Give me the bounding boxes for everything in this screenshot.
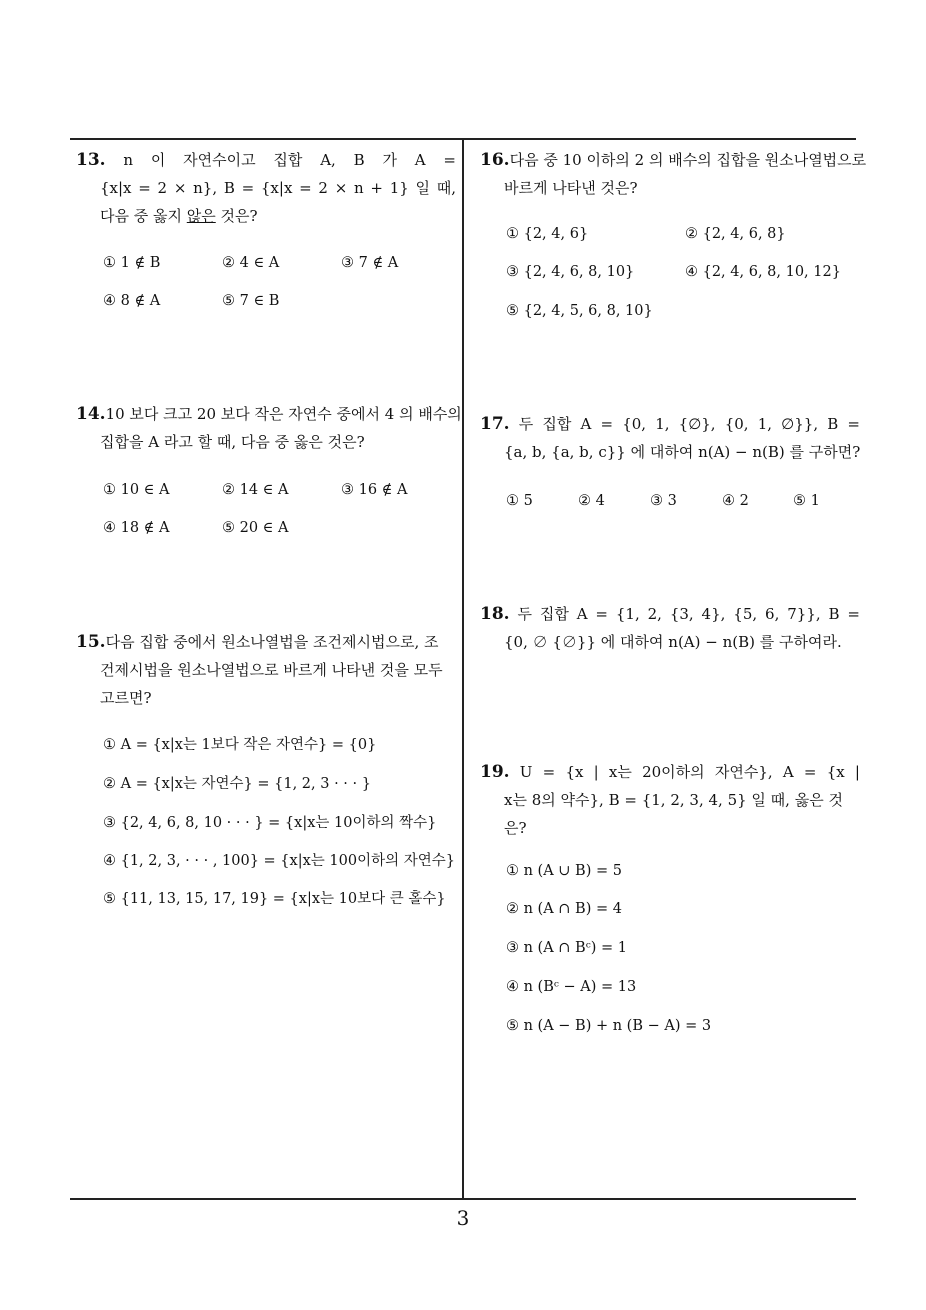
option[interactable]: ④ 18 ∉ A xyxy=(103,520,170,536)
option[interactable]: ① {2, 4, 6} xyxy=(506,226,589,242)
bottom-rule xyxy=(70,1198,856,1200)
question-text: 바르게 나타낸 것은? xyxy=(504,179,638,197)
question-text: n 이 자연수이고 집합 A, B 가 A = xyxy=(123,151,456,169)
question-text: 건제시법을 원소나열법으로 바르게 나타낸 것을 모두 xyxy=(100,661,443,679)
option[interactable]: ⑤ 1 xyxy=(793,493,820,509)
question-13 xyxy=(76,146,456,230)
question-number: 14. xyxy=(76,404,106,424)
option[interactable]: ⑤ {11, 13, 15, 17, 19} = {x|x는 10보다 큰 홀수} xyxy=(103,891,446,907)
option[interactable]: ② A = {x|x는 자연수} = {1, 2, 3 · · · } xyxy=(103,776,371,792)
question-text: 은? xyxy=(504,819,527,837)
question-text: {x|x = 2 × n}, B = {x|x = 2 × n + 1} 일 때, xyxy=(100,179,456,197)
option[interactable]: ① 1 ∉ B xyxy=(103,255,161,271)
option[interactable]: ① A = {x|x는 1보다 작은 자연수} = {0} xyxy=(103,737,377,753)
question-text: 집합을 A 라고 할 때, 다음 중 옳은 것은? xyxy=(100,433,365,451)
question-number: 15. xyxy=(76,632,106,652)
option[interactable]: ④ n (Bᶜ − A) = 13 xyxy=(506,979,637,995)
option[interactable]: ④ 8 ∉ A xyxy=(103,293,161,309)
question-19 xyxy=(480,758,860,842)
option[interactable]: ② 4 ∈ A xyxy=(222,255,280,271)
question-15 xyxy=(76,628,456,712)
question-number: 18. xyxy=(480,604,510,624)
column-divider xyxy=(462,139,464,1199)
option[interactable]: ③ 16 ∉ A xyxy=(341,482,408,498)
question-text: 두 집합 A = {0, 1, {∅}, {0, 1, ∅}}, B = xyxy=(518,415,860,433)
question-text: 10 보다 크고 20 보다 작은 자연수 중에서 4 의 배수의 xyxy=(105,405,462,423)
option[interactable]: ⑤ 20 ∈ A xyxy=(222,520,289,536)
option[interactable]: ③ {2, 4, 6, 8, 10 · · · } = {x|x는 10이하의 짝수} xyxy=(103,815,437,831)
page-number: 3 xyxy=(456,1206,470,1230)
option[interactable]: ⑤ 7 ∈ B xyxy=(222,293,280,309)
option[interactable]: ③ {2, 4, 6, 8, 10} xyxy=(506,264,635,280)
option[interactable]: ④ {2, 4, 6, 8, 10, 12} xyxy=(685,264,841,280)
question-14 xyxy=(76,400,462,456)
question-number: 17. xyxy=(480,414,510,434)
option[interactable]: ⑤ {2, 4, 5, 6, 8, 10} xyxy=(506,303,653,319)
question-18 xyxy=(480,600,860,656)
question-text: 다음 집합 중에서 원소나열법을 조건제시법으로, 조 xyxy=(105,633,439,651)
option[interactable]: ① 5 xyxy=(506,493,533,509)
option[interactable]: ⑤ n (A − B) + n (B − A) = 3 xyxy=(506,1018,712,1034)
option[interactable]: ② 14 ∈ A xyxy=(222,482,289,498)
option[interactable]: ① 10 ∈ A xyxy=(103,482,170,498)
question-number: 16. xyxy=(480,150,510,170)
question-text: U = {x | x는 20이하의 자연수}, A = {x | xyxy=(519,763,860,781)
question-17 xyxy=(480,410,860,466)
question-text: 다음 중 옳지 않은 것은? xyxy=(100,207,258,225)
option[interactable]: ③ n (A ∩ Bᶜ) = 1 xyxy=(506,940,627,956)
question-text: 다음 중 10 이하의 2 의 배수의 집합을 원소나열법으로 xyxy=(509,151,867,169)
question-16 xyxy=(480,146,867,202)
option[interactable]: ③ 3 xyxy=(650,493,677,509)
question-text: x는 8의 약수}, B = {1, 2, 3, 4, 5} 일 때, 옳은 것 xyxy=(504,791,843,809)
question-number: 19. xyxy=(480,762,510,782)
question-text: 고르면? xyxy=(100,689,152,707)
question-text: 두 집합 A = {1, 2, {3, 4}, {5, 6, 7}}, B = xyxy=(517,605,860,623)
question-number: 13. xyxy=(76,150,106,170)
option[interactable]: ① n (A ∪ B) = 5 xyxy=(506,863,622,879)
option[interactable]: ② 4 xyxy=(578,493,605,509)
option[interactable]: ④ {1, 2, 3, · · · , 100} = {x|x는 100이하의 자연수} xyxy=(103,853,455,869)
option[interactable]: ④ 2 xyxy=(722,493,749,509)
option[interactable]: ② n (A ∩ B) = 4 xyxy=(506,901,622,917)
question-text: {a, b, {a, b, c}} 에 대하여 n(A) − n(B) 를 구하면? xyxy=(504,443,861,461)
option[interactable]: ② {2, 4, 6, 8} xyxy=(685,226,786,242)
underlined-word: 않은 xyxy=(186,207,216,225)
option[interactable]: ③ 7 ∉ A xyxy=(341,255,399,271)
question-text: {0, ∅ {∅}} 에 대하여 n(A) − n(B) 를 구하여라. xyxy=(504,633,842,651)
